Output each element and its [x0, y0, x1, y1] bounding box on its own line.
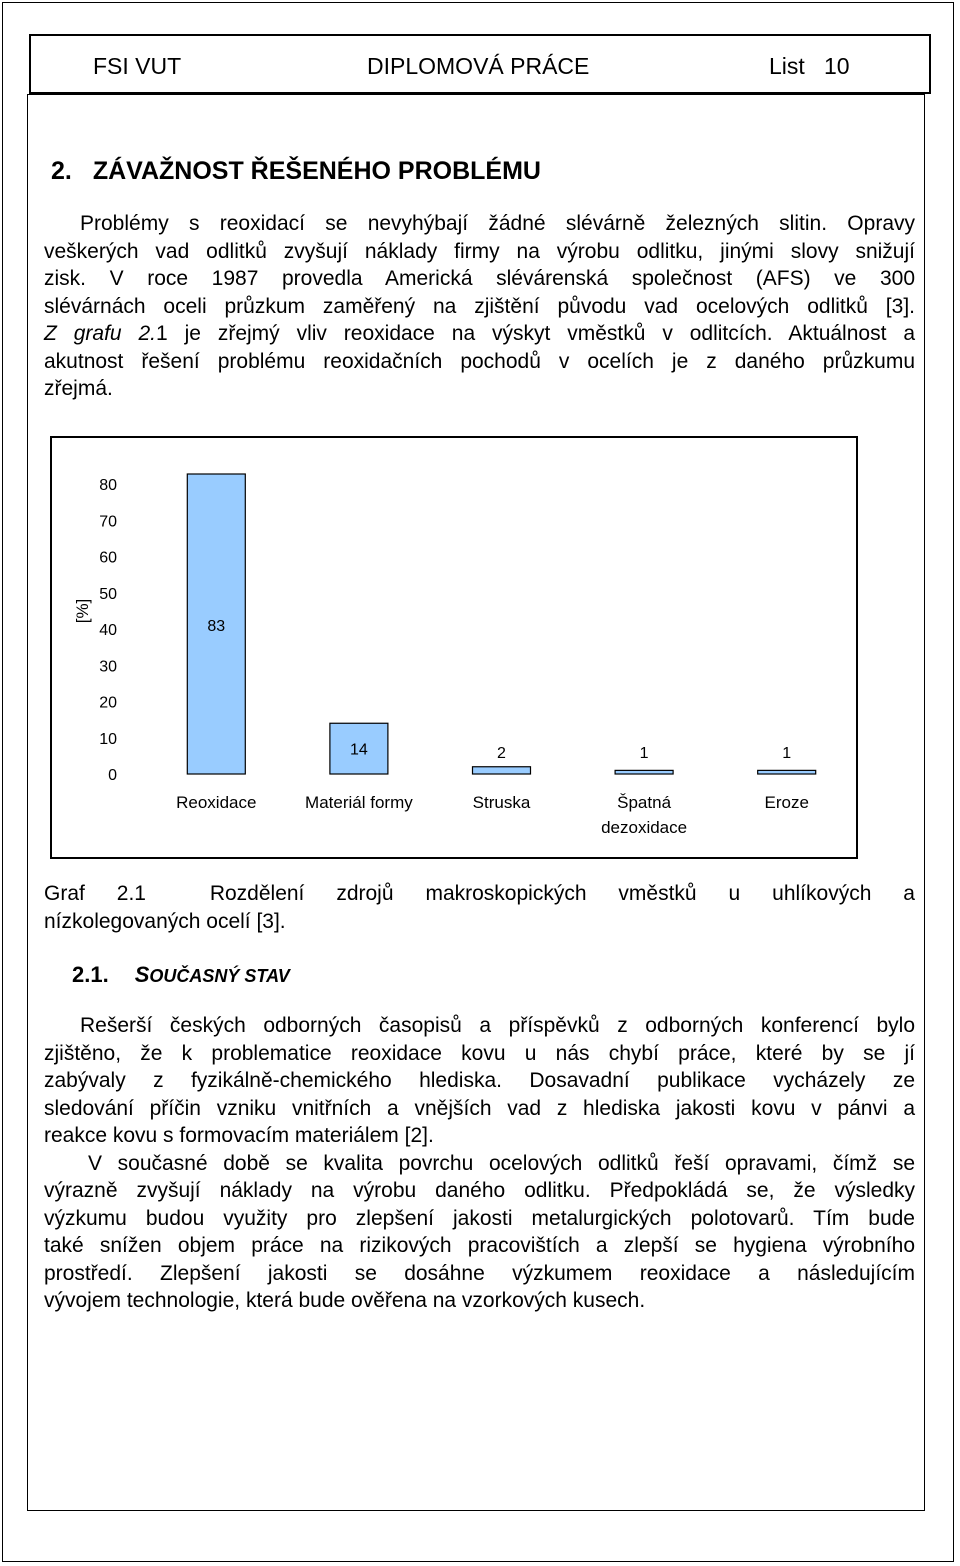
- caption-line: nízkolegovaných ocelí [3].: [44, 910, 286, 933]
- body-line: také snížen objem práce na rizikových pracovištích a zlepší se hygiena výrobního: [44, 1234, 915, 1257]
- data-label: 1: [782, 745, 792, 762]
- section-number: 2.: [51, 157, 72, 185]
- y-axis-label: [%]: [73, 598, 92, 624]
- body-line: výzkumu budou využity pro zlepšení jakosti metalurgických polotovarů. Tím bude: [44, 1206, 915, 1230]
- category-label: Eroze: [764, 793, 809, 812]
- data-label: 1: [639, 745, 649, 762]
- bar-chart: [52, 438, 856, 857]
- y-tick-label: 10: [99, 730, 117, 748]
- body-line: výrazně zvyšují náklady na výrobu daného odlitku. Předpokládá se, že výsledky: [44, 1179, 915, 1202]
- y-tick-label: 60: [99, 549, 117, 567]
- page-header: [29, 34, 931, 94]
- y-tick-label: 30: [99, 658, 117, 676]
- category-label: Reoxidace: [176, 793, 257, 812]
- graph-reference: Z grafu 2.: [44, 322, 157, 345]
- y-tick-label: 50: [99, 585, 117, 603]
- bar: [473, 767, 531, 774]
- y-tick-label: 0: [108, 767, 117, 784]
- bar: [758, 770, 816, 774]
- intro-line: zřejmá.: [44, 377, 113, 400]
- y-tick-label: 40: [99, 622, 117, 639]
- subsection-number: 2.1.: [72, 962, 109, 987]
- body-line: V současné době se kvalita povrchu ocelových odlitků řeší opravami, čímž se: [88, 1151, 915, 1175]
- intro-line: Z grafu 2.1 je zřejmý vliv reoxidace na výskyt vměstků v odlitcích. Aktuálnost a: [44, 322, 915, 345]
- intro-line: veškerých vad odlitků zvyšují náklady firmy na výrobu odlitku, jinými slovy snižují: [44, 239, 915, 263]
- intro-line: slévárnách oceli průzkum zaměřený na zjištění původu vad ocelových odlitků [3].: [44, 294, 915, 318]
- subsection-heading: [72, 962, 290, 988]
- category-label: Špatná: [617, 793, 672, 812]
- header-page-number: List 10: [769, 53, 850, 79]
- data-label: 83: [207, 618, 226, 635]
- y-tick-label: 70: [99, 513, 117, 531]
- body-line: zjištěno, že k problematice reoxidace kovu u nás chybí práce, které by se jí: [44, 1041, 915, 1065]
- intro-line: akutnost řešení problému reoxidačních pochodů v ocelích je z daného průzkumu: [44, 349, 915, 373]
- body-line: reakce kovu s formovacím materiálem [2].: [44, 1124, 434, 1147]
- category-label: dezoxidace: [601, 818, 688, 837]
- header-document-type: DIPLOMOVÁ PRÁCE: [367, 53, 590, 79]
- body-line: vývojem technologie, která bude ověřena na vzorkových kusech.: [44, 1289, 646, 1312]
- intro-line: zisk. V roce 1987 provedla Americká slévárenská společnost (AFS) ve 300: [44, 267, 915, 290]
- header-institution: FSI VUT: [93, 53, 182, 79]
- category-label: Struska: [472, 793, 531, 812]
- body-line: zabývaly z fyzikálně-chemického hlediska. Dosavadní publikace vycházely ze: [44, 1069, 915, 1092]
- body-line: prostředí. Zlepšení jakosti se dosáhne výzkumem reoxidace a následujícím: [44, 1261, 915, 1285]
- caption-line: Graf 2.1 Rozdělení zdrojů makroskopických vměstků u uhlíkových a: [44, 882, 915, 905]
- chart-figure: [50, 436, 858, 859]
- category-label: Materiál formy: [305, 793, 413, 812]
- y-tick-label: 80: [99, 477, 117, 494]
- intro-line: Problémy s reoxidací se nevyhýbají žádné slévárně železných slitin. Opravy: [80, 212, 915, 235]
- body-paragraph: [44, 1012, 915, 1315]
- data-label: 2: [497, 745, 506, 762]
- subsection-title-rest: OUČASNÝ STAV: [149, 966, 290, 986]
- bar: [615, 770, 673, 774]
- section-heading: [51, 157, 541, 186]
- subsection-title-initial: S: [134, 962, 150, 987]
- figure-caption: [44, 880, 915, 936]
- body-line: sledování příčin vzniku vnitřních a vnějších vad z hlediska jakosti kovu v pánvi a: [44, 1096, 915, 1120]
- intro-paragraph: [44, 210, 915, 403]
- section-title: ZÁVAŽNOST ŘEŠENÉHO PROBLÉMU: [92, 157, 541, 185]
- y-tick-label: 20: [99, 694, 117, 712]
- data-label: 14: [350, 741, 368, 759]
- body-line: Rešerší českých odborných časopisů a příspěvků z odborných konferencí bylo: [80, 1014, 915, 1037]
